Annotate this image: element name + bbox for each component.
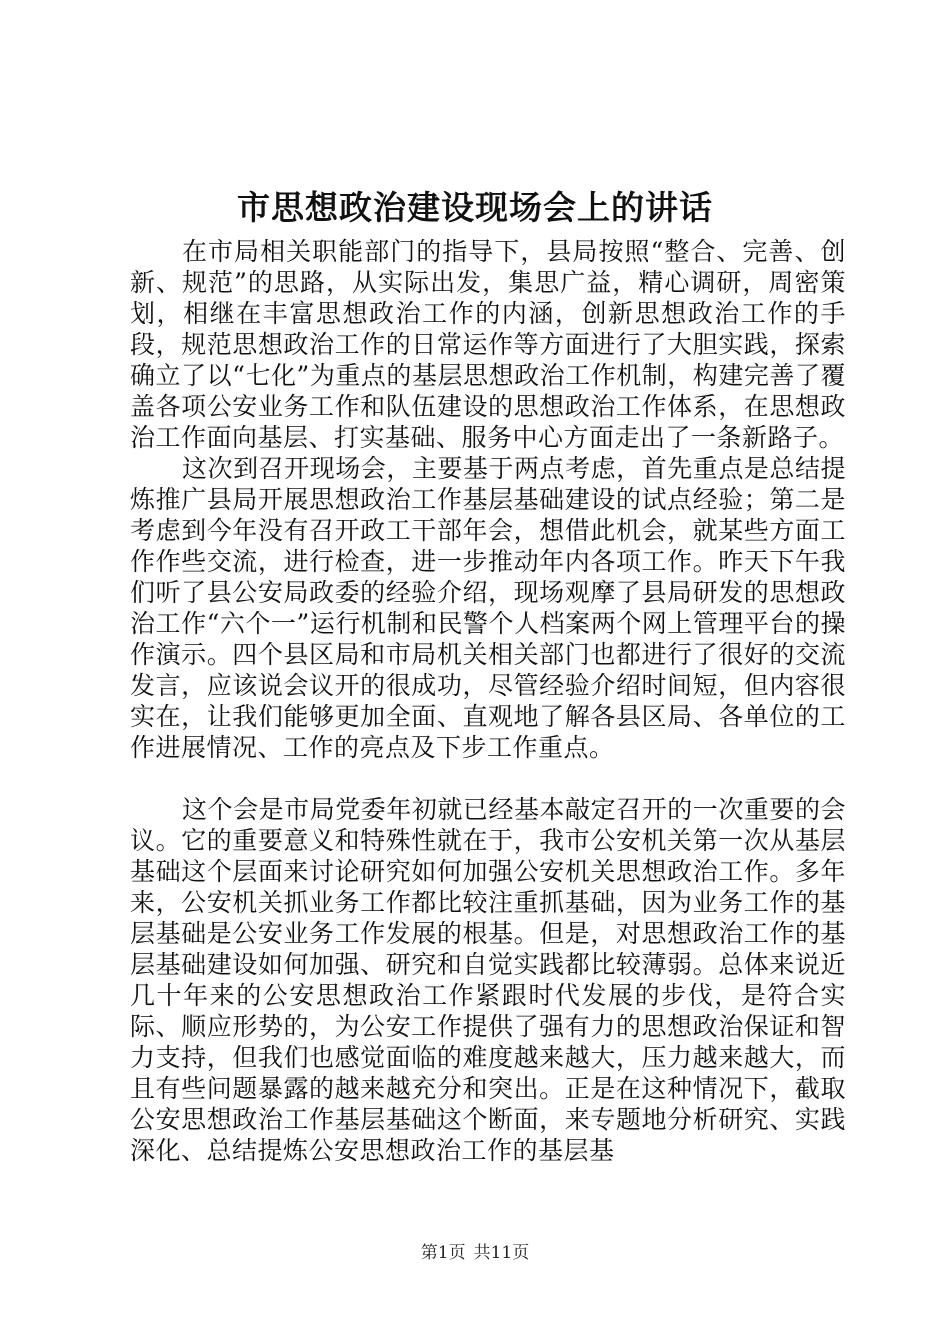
paragraph-3: 这个会是市局党委年初就已经基本敲定召开的一次重要的会议。它的重要意义和特殊性就在于，我市公安机关第一次从基层基础这个层面来讨论研究如何加强公安机关思想政治工作。多年来，公安机关抓业务工作都比较注重抓基础，因为业务工作的基层基础是公安业务工作发展的根基。但是，对思想政治工作的基层基础建设如何加强、研究和自觉实践都比较薄弱。总体来说近几十年来的公安思想政治工作紧跟时代发展的步伐，是符合实际、顺应形势的，为公安工作提供了强有力的思想政治保证和智力支持，但我们也感觉面临的难度越来越大，压力越来越大，而且有些问题暴露的越来越充分和突出。正是在这种情况下，截取公安思想政治工作基层基础这个断面，来专题地分析研究、实践深化、总结提炼公安思想政治工作的基层基 <box>130 795 846 1165</box>
page-number: 第1页 <box>420 1243 466 1263</box>
document-title: 市思想政治建设现场会上的讲话 <box>237 188 713 227</box>
paragraph-1: 在市局相关职能部门的指导下，县局按照“整合、完善、创新、规范”的思路，从实际出发，集思广益，精心调研，周密策划，相继在丰富思想政治工作的内涵，创新思想政治工作的手段，规范思想政治工作的日常运作等方面进行了大胆实践，探索确立了以“七化”为重点的基层思想政治工作机制，构建完善了覆盖各项公安业务工作和队伍建设的思想政治工作体系，在思想政治工作面向基层、打实基础、服务中心方面走出了一条新路子。 <box>130 237 846 452</box>
paragraph-2: 这次到召开现场会，主要基于两点考虑，首先重点是总结提炼推广县局开展思想政治工作基层基础建设的试点经验；第二是考虑到今年没有召开政工干部年会，想借此机会，就某些方面工作作些交流，进行检查，进一步推动年内各项工作。昨天下午我们听了县公安局政委的经验介绍，现场观摩了县局研发的思想政治工作“六个一”运行机制和民警个人档案两个网上管理平台的操作演示。四个县区局和市局机关相关部门也都进行了很好的交流发言，应该说会议开的很成功，尽管经验介绍时间短，但内容很实在，让我们能够更加全面、直观地了解各县区局、各单位的工作进展情况、工作的亮点及下步工作重点。 <box>130 454 846 762</box>
paragraph-spacer <box>130 763 846 794</box>
document-body <box>130 236 846 1166</box>
page-total: 共11页 <box>473 1243 530 1263</box>
page-footer <box>0 1242 950 1264</box>
